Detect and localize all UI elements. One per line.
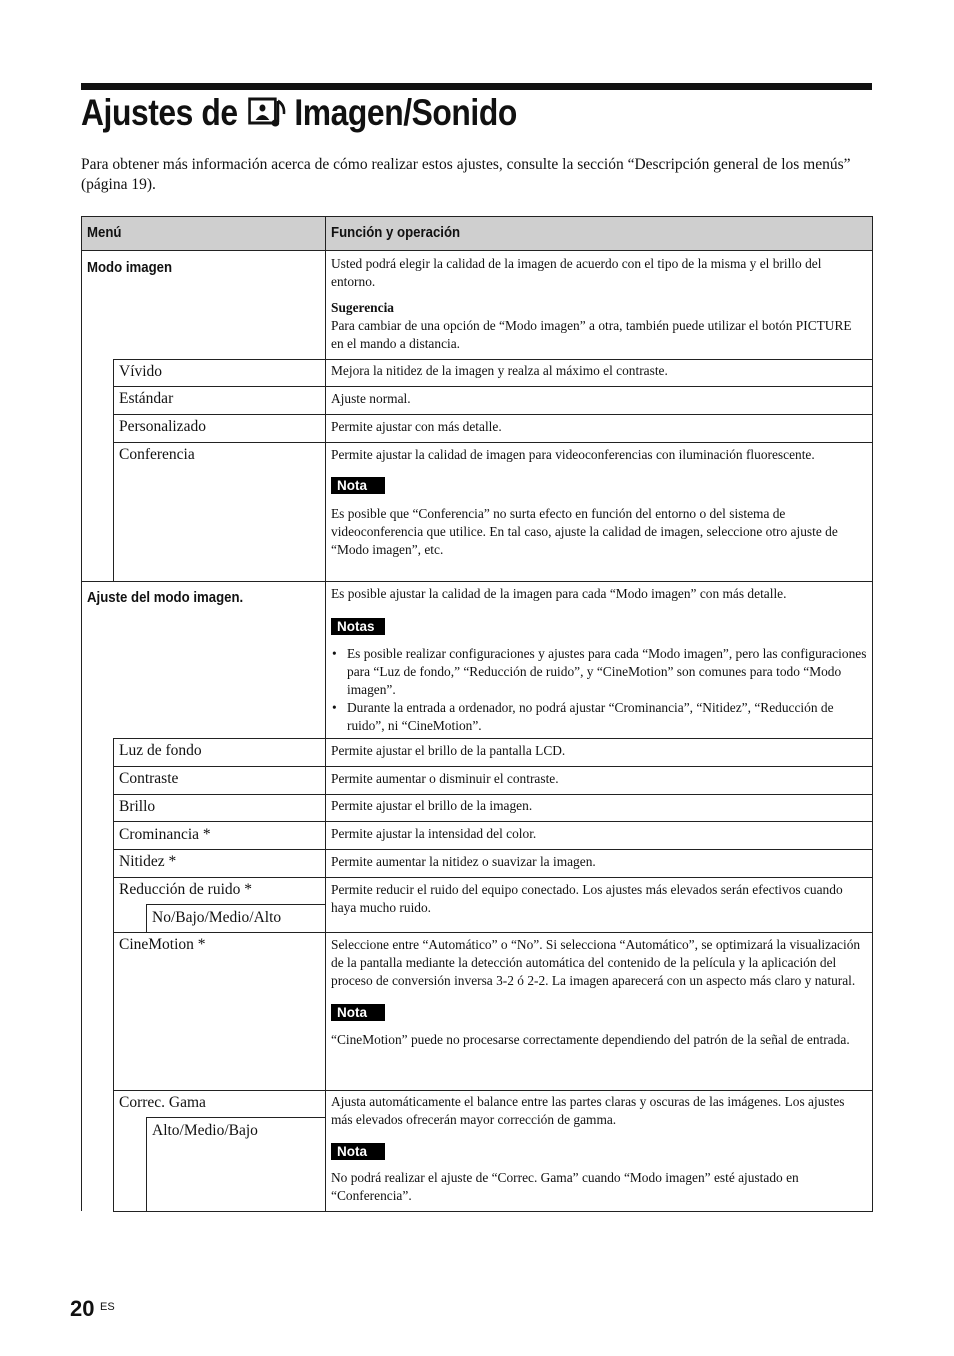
title-suffix: Imagen/Sonido [294, 92, 517, 133]
note-text: “CineMotion” puede no procesarse correctamente dependiendo del patrón de la señal de entrada. [331, 1032, 850, 1047]
table-line [113, 794, 873, 795]
header-function: Función y operación [331, 224, 461, 241]
menu-luz-de-fondo: Luz de fondo [119, 742, 202, 759]
page-title [81, 92, 517, 134]
menu-brillo: Brillo [119, 798, 156, 815]
table-line [81, 250, 873, 251]
desc-modo-imagen: Usted podrá elegir la calidad de la imagen de acuerdo con el tipo de la misma y el brillo del entorno. Sugerencia Para cambiar de una opción de “Modo imagen” a otra, también puede utilizar el botón PICTURE en el mando a distancia. [331, 255, 867, 353]
menu-contraste: Contraste [119, 770, 179, 787]
language-code: ES [100, 1301, 115, 1313]
table-line [146, 1117, 326, 1118]
menu-ajuste-modo-imagen: Ajuste del modo imagen. [87, 589, 244, 606]
menu-reduccion-ruido: Reducción de ruido * [119, 881, 253, 898]
table-line [146, 904, 326, 905]
table-line [325, 216, 326, 1212]
desc-luz-de-fondo: Permite ajustar el brillo de la pantalla LCD. [331, 743, 566, 758]
menu-correc-gama: Correc. Gama [119, 1094, 206, 1111]
notes-list [331, 645, 867, 735]
menu-nitidez: Nitidez * [119, 853, 177, 870]
top-rule [81, 83, 872, 90]
menu-modo-imagen: Modo imagen [87, 259, 173, 276]
table-line [113, 932, 873, 933]
table-line [113, 1211, 873, 1212]
intro-paragraph: Para obtener más información acerca de cómo realizar estos ajustes, consulte la sección “Descripción general de los menús” (página 19). [81, 156, 851, 193]
notes-badge: Notas [331, 618, 385, 635]
desc-reduccion-ruido: Permite reducir el ruido del equipo conectado. Los ajustes más elevados serán efectivos cuando haya mucho ruido. [331, 882, 843, 915]
desc-conferencia: Permite ajustar la calidad de imagen para videoconferencias con iluminación fluorescente. Nota Es posible que “Conferencia” no surta efecto en función del entorno o del sistema de videoconferencia que utilice. En tal caso, ajuste la calidad de imagen, seleccione otro ajuste de “Modo imagen”, etc. [331, 446, 867, 559]
desc-ajuste-modo-imagen: Es posible ajustar la calidad de la imagen para cada “Modo imagen” con más detalle. Notas • Es posible realizar configuraciones y ajustes para cada “Modo imagen”, pero las configuraciones para “Luz de fondo,” “Reducción de ruido”, y “CineMotion” son comunes para todo “Modo imagen”. • Durante la entrada a ordenador, no podrá ajustar “Crominancia”, “Nitidez”, “Reducción de ruido”, ni “CineMotion”. [331, 585, 867, 735]
table-line [146, 904, 147, 932]
table-line [872, 216, 873, 1212]
desc-estandar: Ajuste normal. [331, 391, 411, 406]
note-item: • Durante la entrada a ordenador, no podrá ajustar “Crominancia”, “Nitidez”, “Reducción de ruido”, ni “CineMotion”. [347, 699, 867, 735]
title-prefix: Ajustes de [81, 92, 238, 133]
desc-personalizado: Permite ajustar con más detalle. [331, 419, 502, 434]
table-line [113, 738, 873, 739]
desc-cinemotion: Seleccione entre “Automático” o “No”. Si selecciona “Automático”, se optimizará la visualización de la pantalla mediante la detección automática del contenido de la película y la aplicación del proceso de conversión inversa 3-2 ó 2-2. La imagen aparecerá con un aspecto más claro y natural. Nota “CineMotion” puede no procesarse correctamente dependiendo del patrón de la señal de entrada. [331, 936, 867, 1049]
table-line [113, 1090, 873, 1091]
table-line [81, 216, 873, 217]
menu-crominancia: Crominancia * [119, 826, 211, 843]
picture-sound-icon [248, 96, 288, 130]
desc-brillo: Permite ajustar el brillo de la imagen. [331, 798, 533, 813]
desc-contraste: Permite aumentar o disminuir el contraste. [331, 771, 559, 786]
table-line [113, 821, 873, 822]
note-badge: Nota [331, 1143, 385, 1160]
menu-estandar: Estándar [119, 390, 174, 407]
table-line [113, 766, 873, 767]
page-number: 20 [70, 1296, 95, 1321]
table-line [113, 359, 873, 360]
option-reduccion-ruido: No/Bajo/Medio/Alto [152, 909, 282, 926]
table-line [113, 442, 873, 443]
table-line [113, 738, 114, 1212]
table-line [113, 877, 873, 878]
header-menu: Menú [87, 224, 122, 241]
table-line [113, 414, 873, 415]
table-line [81, 581, 873, 582]
table-line [113, 849, 873, 850]
table-line [81, 216, 82, 1211]
note-text: Es posible que “Conferencia” no surta efecto en función del entorno o del sistema de videoconferencia que utilice. En tal caso, ajuste la calidad de imagen, seleccione otro ajuste de “Modo imagen”, etc. [331, 506, 838, 557]
tip-title: Sugerencia [331, 300, 394, 315]
menu-cinemotion: CineMotion * [119, 936, 206, 953]
tip-text: Para cambiar de una opción de “Modo imagen” a otra, también puede utilizar el botón PICTURE en el mando a distancia. [331, 318, 852, 351]
menu-vivido: Vívido [119, 363, 163, 380]
option-correc-gama: Alto/Medio/Bajo [152, 1122, 258, 1139]
table-line [113, 359, 114, 582]
note-badge: Nota [331, 477, 385, 494]
table-line [113, 386, 873, 387]
menu-personalizado: Personalizado [119, 418, 206, 435]
note-text: No podrá realizar el ajuste de “Correc. Gama” cuando “Modo imagen” esté ajustado en “Conferencia”. [331, 1170, 799, 1203]
note-item: • Es posible realizar configuraciones y ajustes para cada “Modo imagen”, pero las configuraciones para “Luz de fondo,” “Reducción de ruido”, y “CineMotion” son comunes para todo “Modo imagen”. [347, 645, 867, 699]
desc-vivido: Mejora la nitidez de la imagen y realza al máximo el contraste. [331, 363, 668, 378]
desc-nitidez: Permite aumentar la nitidez o suavizar la imagen. [331, 854, 596, 869]
desc-crominancia: Permite ajustar la intensidad del color. [331, 826, 537, 841]
note-badge: Nota [331, 1004, 385, 1021]
desc-correc-gama: Ajusta automáticamente el balance entre las partes claras y oscuras de las imágenes. Los ajustes más elevados ofrecerán mayor corrección de gamma. Nota No podrá realizar el ajuste de “Correc. Gama” cuando “Modo imagen” esté ajustado en “Conferencia”. [331, 1093, 867, 1205]
table-line [146, 1117, 147, 1212]
menu-conferencia: Conferencia [119, 446, 195, 463]
